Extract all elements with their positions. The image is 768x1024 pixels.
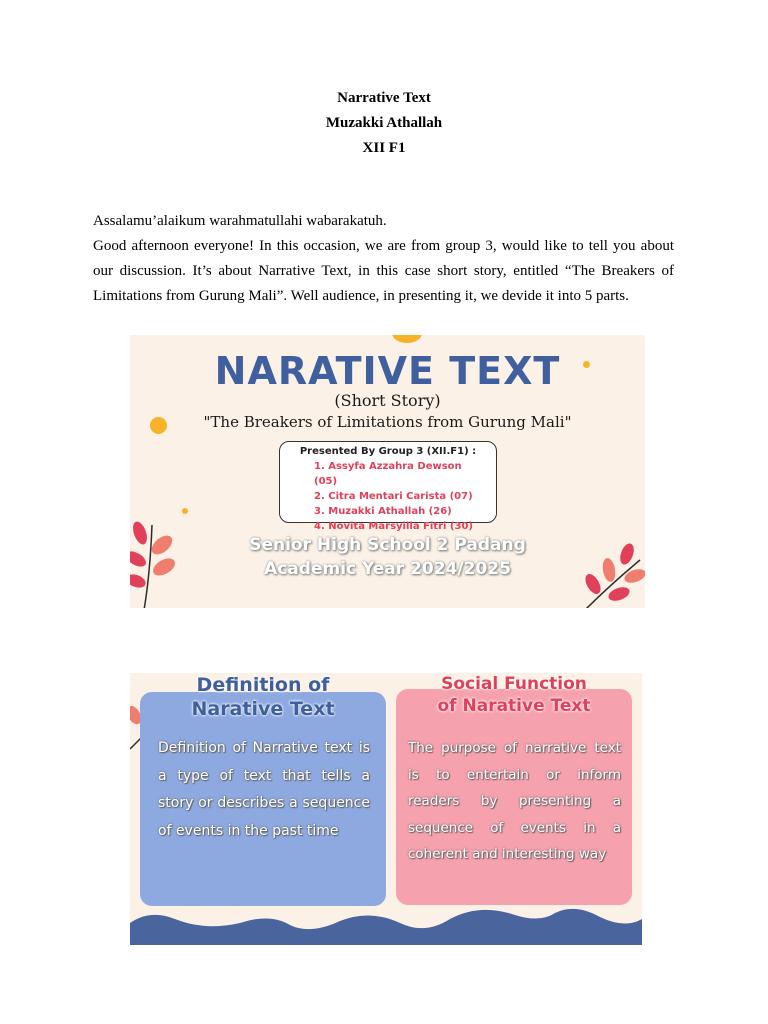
school-name: Senior High School 2 Padang <box>249 535 526 555</box>
story-title: "The Breakers of Limitations from Gurung Mali" <box>203 413 572 431</box>
decor-dot <box>392 335 422 343</box>
greeting-text: Assalamu’alaikum warahmatullahi wabarakatuh. <box>93 213 387 229</box>
wave-decoration <box>130 901 642 945</box>
definition-heading-line: Narative Text <box>191 698 335 720</box>
school-info <box>130 533 645 581</box>
presenters-heading: Presented By Group 3 (XII.F1) : <box>299 446 477 457</box>
member-item: 2. Citra Mentari Carista (07) <box>314 491 473 502</box>
slide-title: NARATIVE TEXT <box>214 349 561 393</box>
social-function-heading <box>396 673 632 717</box>
presenters-box <box>279 441 497 532</box>
definition-text: Definition of Narrative text is a type of text that tells a story or describes a sequence of events in the past time <box>158 740 370 839</box>
document-title: Narrative Text <box>337 90 431 106</box>
social-function-heading-line: Social Function <box>441 674 587 694</box>
definition-slide-image <box>130 673 642 945</box>
member-item: 1. Assyfa Azzahra Dewson (05) <box>314 461 462 487</box>
academic-year: Academic Year 2024/2025 <box>264 559 511 579</box>
document-header <box>0 86 768 161</box>
decor-dot <box>182 508 188 514</box>
definition-heading-line: Definition of <box>196 674 330 696</box>
member-item: 4. Novita Marsyilla Fitri (30) <box>314 521 473 532</box>
definition-heading <box>140 673 386 721</box>
intro-paragraph: Good afternoon everyone! In this occasion, we are from group 3, would like to tell you about our discussion. It’s about Narrative Text, in this case short story, entitled “The Breakers of Limitations from Gurung Mali”. Well audience, in presenting it, we devide it into 5 parts. <box>93 238 674 304</box>
social-function-heading-line: of Narative Text <box>437 696 591 716</box>
document-class: XII F1 <box>362 140 406 156</box>
slide-subtitle: (Short Story) <box>334 391 441 410</box>
member-item: 3. Muzakki Athallah (26) <box>314 506 452 517</box>
document-author: Muzakki Athallah <box>325 115 443 131</box>
social-function-text: The purpose of narrative text is to entertain or inform readers by presenting a sequence of events in a coherent and interesting way <box>408 740 621 862</box>
title-slide-image <box>130 335 645 608</box>
